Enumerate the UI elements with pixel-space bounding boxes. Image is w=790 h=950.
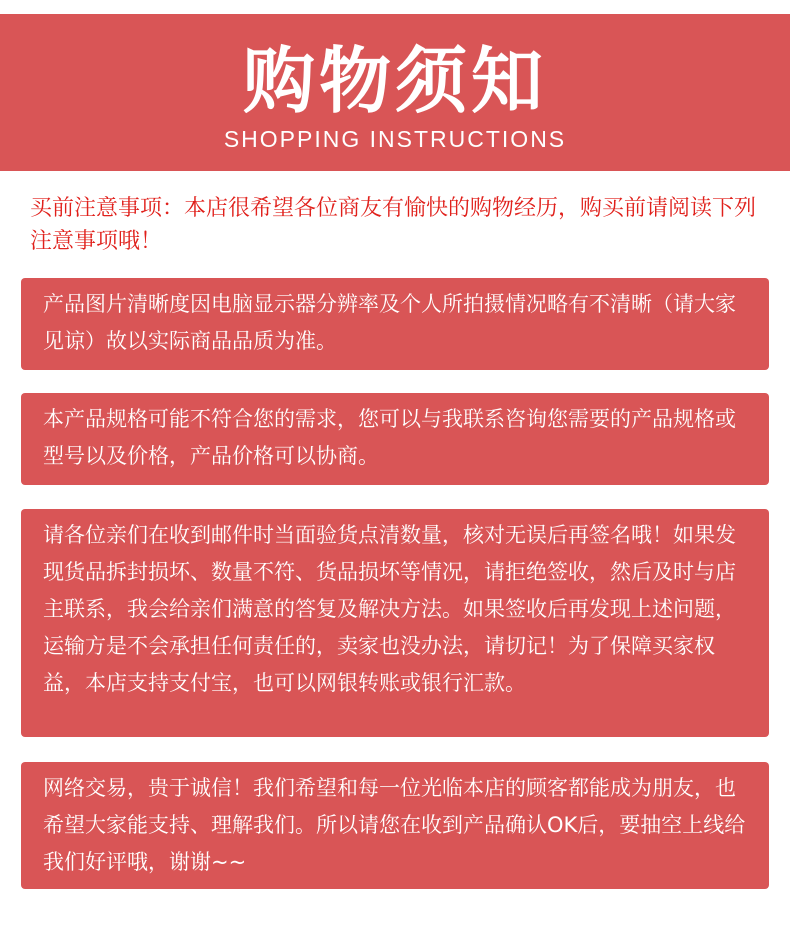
- header-banner: [0, 14, 790, 171]
- intro-notice: 买前注意事项：本店很希望各位商友有愉快的购物经历，购买前请阅读下列注意事项哦！: [30, 196, 757, 254]
- notice-text: 本产品规格可能不符合您的需求，您可以与我联系咨询您需要的产品规格或型号以及价格，产品价格可以协商。: [43, 407, 736, 468]
- notice-card-specifications: [21, 393, 769, 485]
- notice-text: 网络交易，贵于诚信！我们希望和每一位光临本店的顾客都能成为朋友，也希望大家能支持、理解我们。所以请您在收到产品确认OK后，要抽空上线给我们好评哦，谢谢~~: [43, 776, 746, 874]
- notice-card-delivery-inspection: [21, 509, 769, 737]
- notice-text: 请各位亲们在收到邮件时当面验货点清数量，核对无误后再签名哦！如果发现货品拆封损坏、数量不符、货品损坏等情况，请拒绝签收，然后及时与店主联系，我会给亲们满意的答复及解决方法。如果签收后再发现上述问题，运输方是不会承担任何责任的，卖家也没办法，请切记！为了保障买家权益，本店支持支付宝，也可以网银转账或银行汇款。: [43, 523, 736, 695]
- page-subtitle: SHOPPING INSTRUCTIONS: [223, 126, 567, 152]
- notice-card-feedback: [21, 762, 769, 889]
- notice-card-image-quality: [21, 278, 769, 370]
- page-title: 购物须知: [242, 39, 547, 123]
- notice-text: 产品图片清晰度因电脑显示器分辨率及个人所拍摄情况略有不清晰（请大家见谅）故以实际商品品质为准。: [43, 292, 736, 353]
